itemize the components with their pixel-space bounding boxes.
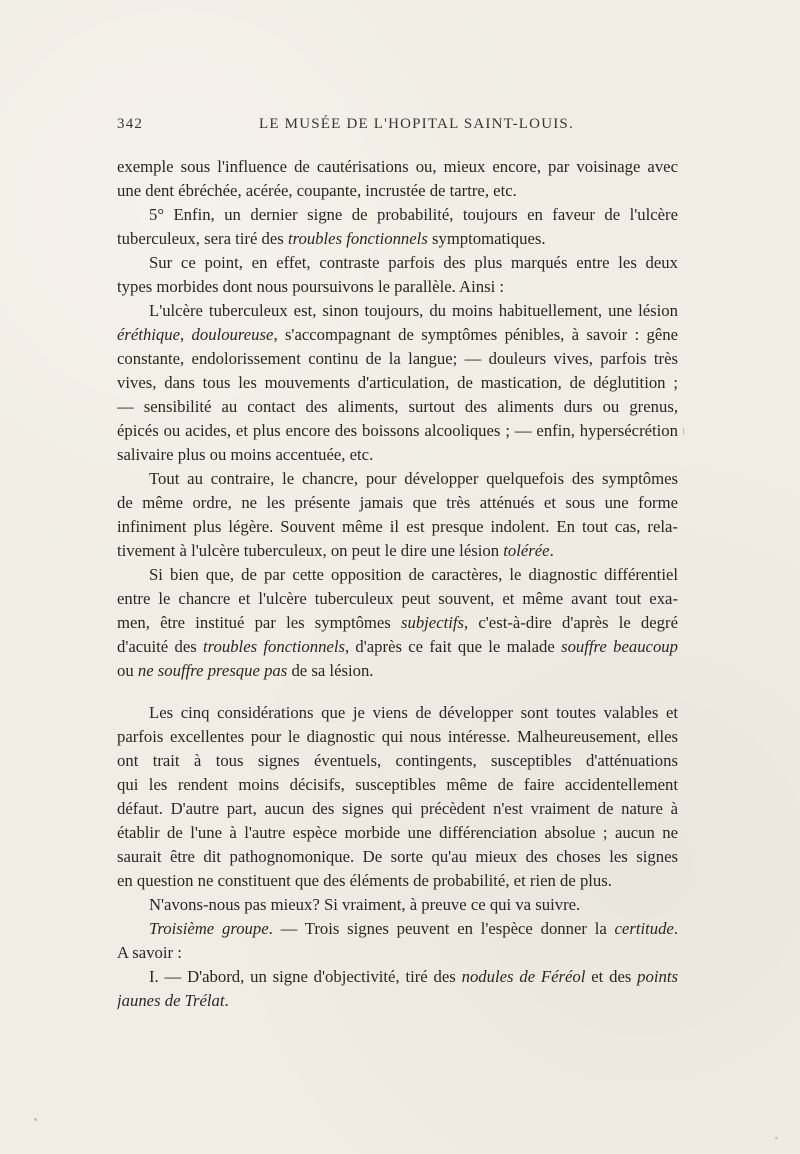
text-line: Sur ce point, en effet, contraste parfois des plus marqués entre les deux bbox=[149, 253, 678, 272]
text-line: qui les rendent moins décisifs, susceptibles même de faire accidentellement bbox=[117, 775, 678, 794]
text-line: parfois excellentes pour le diagnostic qui nous intéresse. Malheureusement, elles bbox=[117, 727, 678, 746]
text-line: en question ne constituent que des éléments de probabilité, et rien de plus. bbox=[117, 871, 612, 890]
text-line: saurait être dit pathognomonique. De sorte qu'au mieux des choses les signes bbox=[117, 847, 678, 866]
text-line: Les cinq considérations que je viens de développer sont toutes valables et bbox=[149, 703, 678, 722]
text-line: établir de l'une à l'autre espèce morbide une différenciation absolue ; aucun ne bbox=[117, 823, 678, 842]
text-line: de même ordre, ne les présente jamais que très atténués et sous une forme bbox=[117, 493, 678, 512]
text-line: Troisième groupe. — Trois signes peuvent en l'espèce donner la certitude. bbox=[149, 919, 678, 938]
text-line: N'avons-nous pas mieux? Si vraiment, à preuve ce qui va suivre. bbox=[149, 895, 581, 914]
paper-speck bbox=[34, 1118, 37, 1121]
page-number: 342 bbox=[117, 116, 144, 132]
text-line: ont trait à tous signes éventuels, contingents, susceptibles d'atténuations bbox=[117, 751, 678, 770]
text-line: L'ulcère tuberculeux est, sinon toujours, du moins habituellement, une lésion bbox=[149, 301, 678, 320]
text-line: défaut. D'autre part, aucun des signes qui précèdent n'est vraiment de nature à bbox=[117, 799, 678, 818]
text-line: une dent ébréchée, acérée, coupante, incrustée de tartre, etc. bbox=[117, 181, 517, 200]
text-line: I. — D'abord, un signe d'objectivité, tiré des nodules de Féréol et des points bbox=[149, 967, 678, 986]
text-line: entre le chancre et l'ulcère tuberculeux peut souvent, et même avant tout exa- bbox=[117, 589, 678, 608]
paper-speck bbox=[775, 1137, 778, 1139]
text-line: constante, endolorissement continu de la langue; — douleurs vives, parfois très bbox=[117, 349, 678, 368]
text-line: 5° Enfin, un dernier signe de probabilité, toujours en faveur de l'ulcère bbox=[149, 205, 678, 224]
text-line: men, être institué par les symptômes subjectifs, c'est-à-dire d'après le degré bbox=[117, 613, 678, 632]
text-line: exemple sous l'influence de cautérisations ou, mieux encore, par voisinage avec bbox=[117, 157, 678, 176]
text-line: jaunes de Trélat. bbox=[117, 991, 229, 1010]
text-line: infiniment plus légère. Souvent même il est presque indolent. En tout cas, rela- bbox=[117, 517, 678, 536]
text-line: tuberculeux, sera tiré des troubles fonctionnels symptomatiques. bbox=[117, 229, 546, 248]
running-title: LE MUSÉE DE L'HOPITAL SAINT-LOUIS. bbox=[259, 116, 574, 132]
text-line: salivaire plus ou moins accentuée, etc. bbox=[117, 445, 374, 464]
text-line: Tout au contraire, le chancre, pour développer quelquefois des symptômes bbox=[149, 469, 678, 488]
text-line: éréthique, douloureuse, s'accompagnant de symptômes pénibles, à savoir : gêne bbox=[117, 325, 678, 344]
text-line: ou ne souffre presque pas de sa lésion. bbox=[117, 661, 374, 680]
text-line: — sensibilité au contact des aliments, surtout des aliments durs ou grenus, bbox=[117, 397, 678, 416]
text-line: types morbides dont nous poursuivons le parallèle. Ainsi : bbox=[117, 277, 505, 296]
text-line: Si bien que, de par cette opposition de caractères, le diagnostic différentiel bbox=[149, 565, 678, 584]
paper-speck bbox=[683, 428, 684, 435]
text-line: A savoir : bbox=[117, 943, 182, 962]
page-header bbox=[117, 116, 678, 136]
text-line: d'acuité des troubles fonctionnels, d'après ce fait que le malade souffre beaucoup bbox=[117, 637, 678, 656]
text-line: vives, dans tous les mouvements d'articulation, de mastication, de déglutition ; bbox=[117, 373, 678, 392]
text-line: tivement à l'ulcère tuberculeux, on peut le dire une lésion tolérée. bbox=[117, 541, 554, 560]
text-line: épicés ou acides, et plus encore des boissons alcooliques ; — enfin, hypersécrétion bbox=[117, 421, 678, 440]
